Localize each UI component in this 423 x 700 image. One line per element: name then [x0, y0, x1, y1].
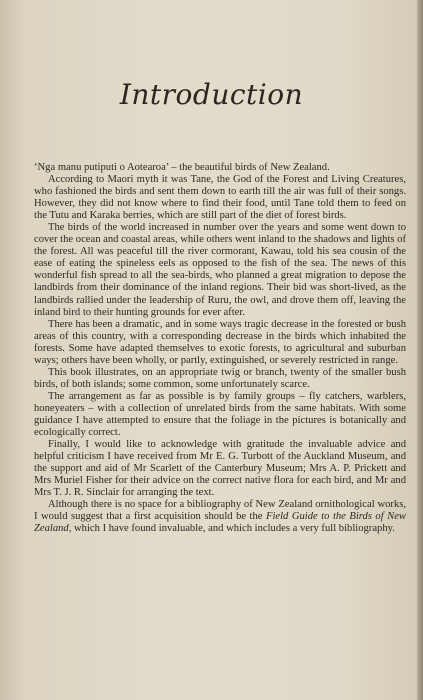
- bibliography-text-after: , which I have found invaluable, and which includes a very full bibliography.: [68, 523, 395, 535]
- page-title: Introduction: [119, 78, 304, 111]
- paragraph-acknowledgements: Finally, I would like to acknowledge with gratitude the invaluable advice and helpful criticism I have received from Mr E. G. Turbott of the Auckland Museum, and the support and aid of Mr Scarlett of the Canterbury Museum; Mrs A. P. Prickett and Mrs Muriel Fisher for their advice on the correct native flora for each bird, and Mr and Mrs T. J. R. Sinclair for arranging the text.: [34, 439, 406, 499]
- paragraph-epigraph: ‘Nga manu putiputi o Aotearoa’ – the beautiful birds of New Zealand.: [34, 162, 330, 173]
- body-text: [34, 162, 406, 535]
- paragraph-bird-migration: The birds of the world increased in number over the years and some went down to cover the ocean and coastal areas, while others went inland to the shadows and lights of the forest. All was peaceful till the river cormorant, Kawau, told his sea cousin of the ease of eating the spineless eels as opposed to the fish of the sea. The news of this wonderful fish spread to all the sea-birds, who planned a great migration to depose the landbirds from their dominance of the inland regions. Their bid was short-lived, as the landbirds rallied under the leadership of Ruru, the owl, and drove them off, leaving the inland bird to their hunting grounds for ever after.: [34, 222, 406, 318]
- field-guide-title: Field Guide to the Birds of New Zealand: [34, 511, 406, 535]
- paragraph-bibliography: [34, 499, 406, 535]
- paragraph-maori-myth: According to Maori myth it was Tane, the God of the Forest and Living Creatures, who fashioned the birds and sent them down to earth till the air was full of their songs. However, they did not know where to find their food, until Tane told them to feed on the Tutu and Karaka berries, which are still part of the diet of forest birds.: [34, 174, 406, 222]
- paragraph-forest-decrease: There has been a dramatic, and in some ways tragic decrease in the forested or bush areas of this country, with a corresponding decrease in the birds which inhabited the forests. Some have adapted themselves to exotic forests, to agricultural and suburban ways; others have been wholly, or partly, extinguished, or severely restricted in range.: [34, 318, 406, 366]
- paragraph-book-scope: This book illustrates, on an appropriate twig or branch, twenty of the smaller bush birds, of both islands; some common, some unfortunately scarce.: [34, 366, 406, 390]
- page-edge-shadow: [417, 0, 423, 700]
- bibliography-text-before: Although there is no space for a bibliography of New Zealand ornithological works, I would suggest that a first acquisition should be the: [34, 499, 406, 523]
- paragraph-arrangement: The arrangement as far as possible is by family groups – fly catchers, warblers, honeyeaters – with a collection of unrelated birds from the same habitats. With some guidance I have attempted to ensure that the foliage in the pictures is botanically and ecologically correct.: [34, 390, 406, 439]
